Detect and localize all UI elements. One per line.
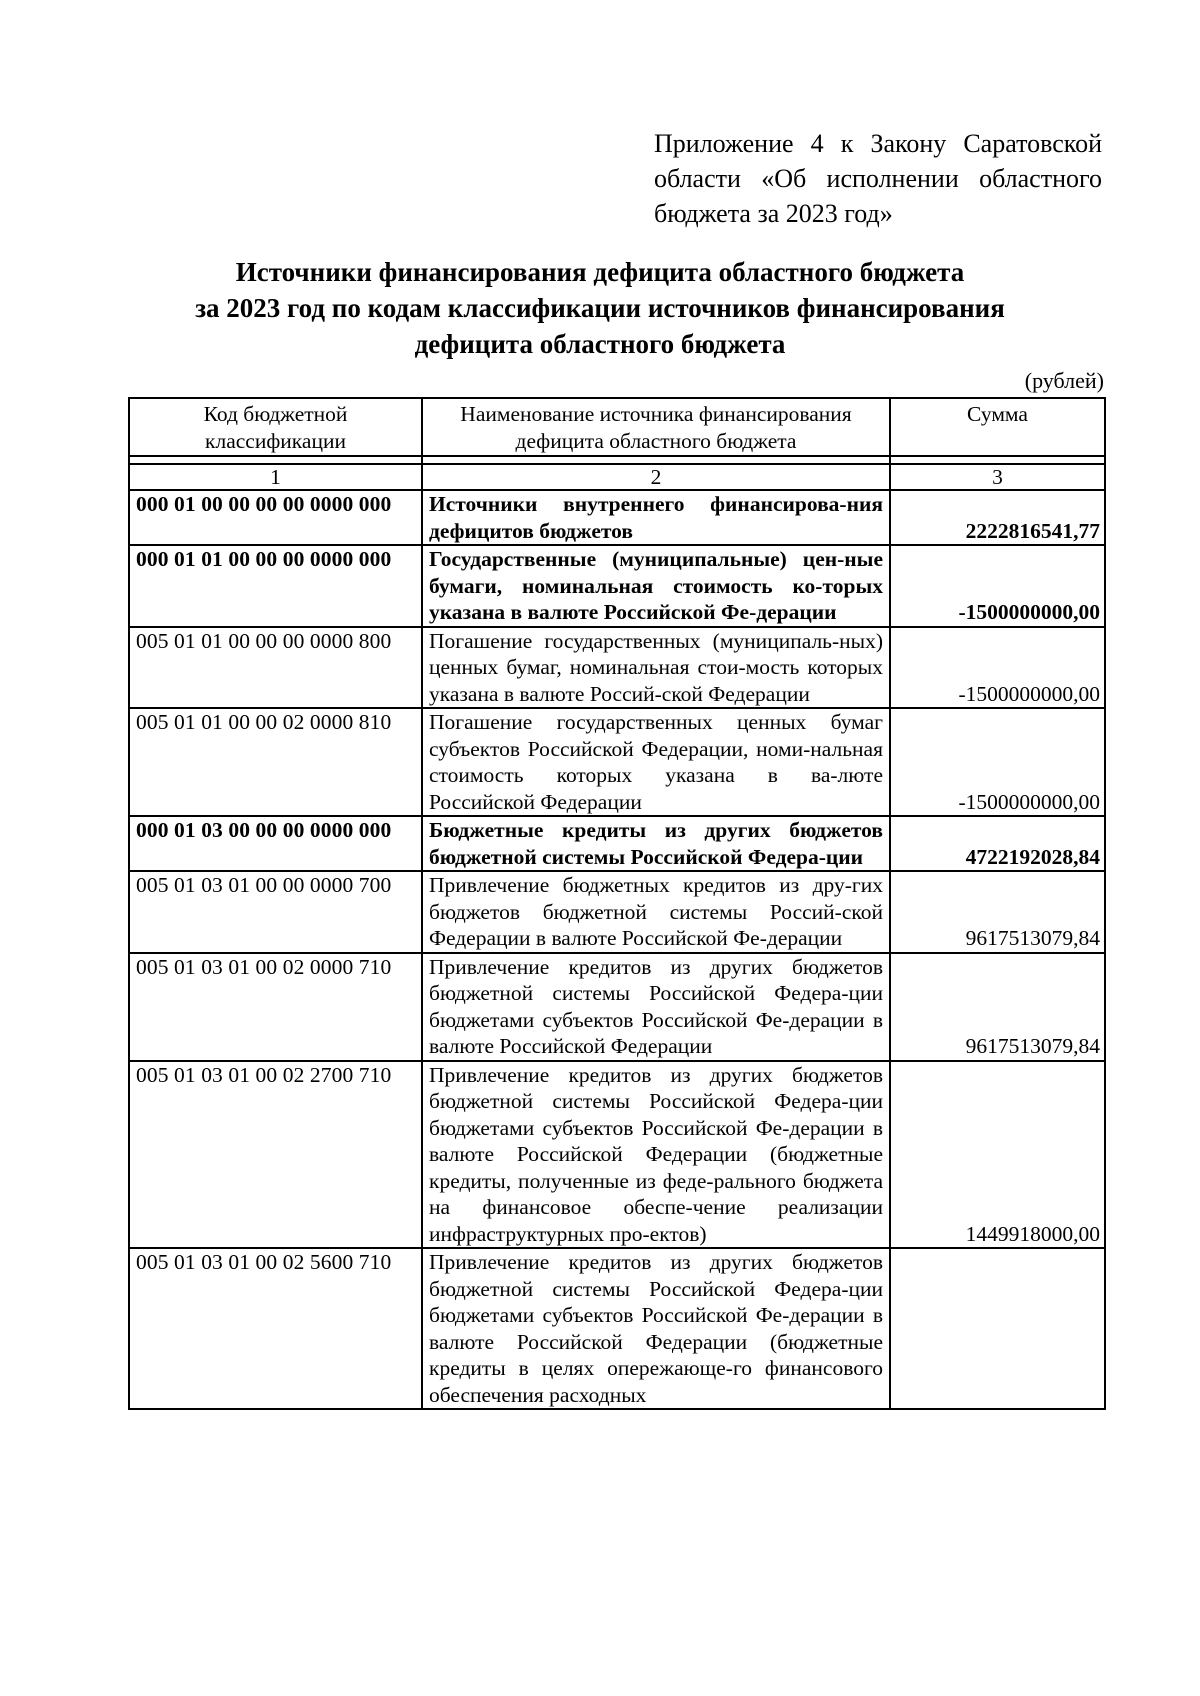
table-row bbox=[129, 953, 1105, 1061]
column-number-2: 2 bbox=[422, 464, 890, 490]
row-code: 005 01 03 01 00 02 0000 710 bbox=[129, 953, 422, 1061]
table-row bbox=[129, 708, 1105, 816]
row-name: Бюджетные кредиты из других бюджетов бюджетной системы Российской Федера-ции bbox=[422, 816, 890, 871]
row-name: Привлечение бюджетных кредитов из дру-гих бюджетов бюджетной системы Россий-ской Федерации в валюте Российской Фе-дерации bbox=[422, 871, 890, 953]
unit-label: (рублей) bbox=[1024, 368, 1104, 393]
row-code: 005 01 03 01 00 02 2700 710 bbox=[129, 1061, 422, 1249]
column-number-3: 3 bbox=[890, 464, 1105, 490]
table-row bbox=[129, 545, 1105, 627]
row-code: 000 01 00 00 00 00 0000 000 bbox=[129, 490, 422, 545]
column-number-1: 1 bbox=[129, 464, 422, 490]
header-sum: Сумма bbox=[890, 398, 1105, 456]
row-code: 005 01 03 01 00 00 0000 700 bbox=[129, 871, 422, 953]
table-row bbox=[129, 1248, 1105, 1409]
row-code: 000 01 01 00 00 00 0000 000 bbox=[129, 545, 422, 627]
row-code: 005 01 01 00 00 00 0000 800 bbox=[129, 627, 422, 709]
row-sum: -1500000000,00 bbox=[890, 627, 1105, 709]
sources-table bbox=[128, 397, 1106, 1410]
header-name: Наименование источника финансирования дефицита областного бюджета bbox=[422, 398, 890, 456]
table-row bbox=[129, 490, 1105, 545]
title-line-3: дефицита областного бюджета bbox=[414, 329, 786, 359]
row-name: Привлечение кредитов из других бюджетов бюджетной системы Российской Федера-ции бюджетами субъектов Российской Фе-дерации в валюте Российской Федерации (бюджетные кредиты в целях опережающе-го финансового обеспечения расходных bbox=[422, 1248, 890, 1409]
table-header-row bbox=[129, 398, 1105, 456]
table-row bbox=[129, 1061, 1105, 1249]
row-name: Источники внутреннего финансирова-ния дефицитов бюджетов bbox=[422, 490, 890, 545]
row-code: 005 01 03 01 00 02 5600 710 bbox=[129, 1248, 422, 1409]
row-sum bbox=[890, 1248, 1105, 1409]
title-line-1: Источники финансирования дефицита областного бюджета bbox=[235, 257, 965, 287]
table-row bbox=[129, 627, 1105, 709]
row-code: 000 01 03 00 00 00 0000 000 bbox=[129, 816, 422, 871]
row-sum: -1500000000,00 bbox=[890, 545, 1105, 627]
title-line-2: за 2023 год по кодам классификации источников финансирования bbox=[195, 293, 1005, 323]
appendix-note: Приложение 4 к Закону Саратовской области «Об исполнении областного бюджета за 2023 год» bbox=[654, 129, 1102, 228]
table-row bbox=[129, 871, 1105, 953]
row-name: Погашение государственных ценных бумаг субъектов Российской Федерации, номи-нальная стоимость которых указана в ва-люте Российской Федерации bbox=[422, 708, 890, 816]
row-sum: 1449918000,00 bbox=[890, 1061, 1105, 1249]
table-row bbox=[129, 816, 1105, 871]
row-name: Погашение государственных (муниципаль-ных) ценных бумаг, номинальная стои-мость которых указана в валюте Россий-ской Федерации bbox=[422, 627, 890, 709]
header-code: Код бюджетной классификации bbox=[129, 398, 422, 456]
page-title bbox=[130, 254, 1070, 362]
column-number-row bbox=[129, 464, 1105, 490]
row-name: Привлечение кредитов из других бюджетов бюджетной системы Российской Федера-ции бюджетами субъектов Российской Фе-дерации в валюте Российской Федерации bbox=[422, 953, 890, 1061]
row-sum: -1500000000,00 bbox=[890, 708, 1105, 816]
row-name: Государственные (муниципальные) цен-ные бумаги, номинальная стоимость ко-торых указана в валюте Российской Фе-дерации bbox=[422, 545, 890, 627]
row-code: 005 01 01 00 00 02 0000 810 bbox=[129, 708, 422, 816]
row-name: Привлечение кредитов из других бюджетов бюджетной системы Российской Федера-ции бюджетами субъектов Российской Фе-дерации в валюте Российской Федерации (бюджетные кредиты, полученные из феде-рального бюджета на финансовое обеспе-чение реализации инфраструктурных про-ектов) bbox=[422, 1061, 890, 1249]
row-sum: 2222816541,77 bbox=[890, 490, 1105, 545]
row-sum: 4722192028,84 bbox=[890, 816, 1105, 871]
row-sum: 9617513079,84 bbox=[890, 953, 1105, 1061]
row-sum: 9617513079,84 bbox=[890, 871, 1105, 953]
header-gap bbox=[129, 456, 1105, 464]
